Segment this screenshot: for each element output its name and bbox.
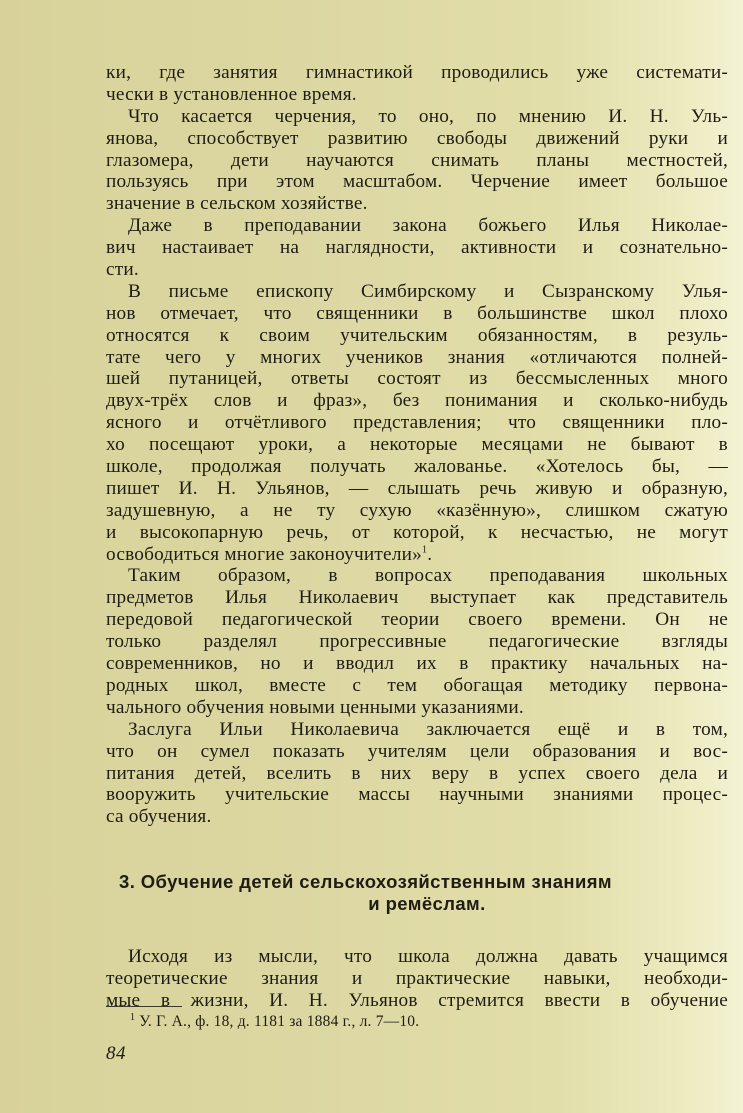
- text-line: теоретические знания и практические навыки, необходи-: [106, 968, 728, 990]
- text-line: питания детей, вселить в них веру в успех своего дела и: [106, 762, 728, 784]
- text-line: чески в установленное время.: [106, 83, 357, 105]
- text-line: и высокопарную речь, от которой, к несчастью, не могут: [106, 521, 728, 543]
- text-line: сти.: [106, 259, 139, 281]
- text-line: чального обучения новыми ценными указаниями.: [106, 696, 524, 718]
- text-line: двух-трёх слов и фраз», без понимания и сколько-нибудь: [106, 390, 728, 412]
- text-line: мые в жизни, И. Н. Ульянов стремится ввести в обучение: [106, 989, 728, 1011]
- paragraph-conclusion-teaching: [106, 565, 728, 718]
- period: .: [427, 543, 433, 565]
- text-line: В письме епископу Симбирскому и Сызранскому Улья-: [128, 280, 728, 302]
- text-line: передовой педагогической теории своего времени. Он не: [106, 609, 728, 631]
- text-line: значение в сельском хозяйстве.: [106, 193, 368, 215]
- text-line: относятся к своим учительским обязанностям, в резуль-: [106, 324, 728, 346]
- book-page-body: [106, 62, 728, 1012]
- text-line: вооружить учительские массы научными знаниями процес-: [106, 784, 728, 806]
- text-line: Таким образом, в вопросах преподавания школьных: [128, 565, 728, 587]
- footnote-divider: [106, 1006, 182, 1007]
- text-line: нов отмечает, что священники в большинстве школ плохо: [106, 302, 728, 324]
- footnote-text: У. Г. А., ф. 18, д. 1181 за 1884 г., л. 7—10.: [139, 1013, 420, 1030]
- text-line: Исходя из мысли, что школа должна давать учащимся: [128, 946, 728, 968]
- paragraph-drawing: [106, 106, 728, 215]
- text-line: школе, продолжая получать жалованье. «Хотелось бы, —: [106, 456, 728, 478]
- text-line: задушевную, а не ту сухую «казённую», слишком сжатую: [106, 499, 728, 521]
- text-line: пользуясь при этом масштабом. Черчение имеет большое: [106, 171, 728, 193]
- text-line: са обучения.: [106, 806, 212, 828]
- text-line: глазомера, дети научаются снимать планы местностей,: [106, 149, 728, 171]
- text-line: что он сумел показать учителям цели образования и вос-: [106, 740, 728, 762]
- section-heading-line-2: и ремёслам.: [368, 893, 486, 915]
- section-heading-line-1: 3. Обучение детей сельскохозяйственным знаниям: [119, 871, 613, 893]
- text-line: ки, где занятия гимнастикой проводились уже системати-: [106, 62, 728, 83]
- text-line: хо посещают уроки, а некоторые месяцами не бывают в: [106, 434, 728, 456]
- footnote-reference[interactable]: 1: [422, 544, 428, 556]
- text-line: ясного и отчётливого представления; что священники пло-: [106, 412, 728, 434]
- text-line: Заслуга Ильи Николаевича заключается ещё и в том,: [128, 718, 728, 740]
- section-heading: [106, 871, 728, 915]
- text-line: только разделял прогрессивные педагогические взгляды: [106, 631, 728, 653]
- text-line: янова, способствует развитию свободы движений руки и: [106, 127, 728, 149]
- text-line: Что касается черчения, то оно, по мнению И. Н. Уль-: [128, 105, 728, 127]
- text-line: освободиться многие законоучители»: [106, 543, 422, 565]
- paragraph-bishop-letter: [106, 281, 728, 566]
- paragraph-religion-teaching: [106, 215, 728, 281]
- text-line: тате чего у многих учеников знания «отличаются полней-: [106, 346, 728, 368]
- text-line: предметов Илья Николаевич выступает как представитель: [106, 587, 728, 609]
- main-text: [106, 62, 728, 828]
- text-line: родных школ, вместе с тем обогащая методику первона-: [106, 674, 728, 696]
- footnote: [130, 1013, 419, 1031]
- footnote-mark: 1: [130, 1011, 136, 1023]
- text-line: пишет И. Н. Ульянов, — слышать речь живую и образную,: [106, 477, 728, 499]
- paragraph-gymnastics-end: [106, 62, 728, 106]
- paragraph-merit: [106, 719, 728, 828]
- text-line: Даже в преподавании закона божьего Илья Николае-: [128, 215, 728, 237]
- text-line: современников, но и вводил их в практику начальных на-: [106, 653, 728, 675]
- text-line-with-footnote: [106, 544, 728, 566]
- page-number: 84: [106, 1043, 126, 1064]
- paragraph-agricultural-education: [106, 946, 728, 1012]
- text-line: вич настаивает на наглядности, активности и сознательно-: [106, 237, 728, 259]
- text-line: шей путаницей, ответы состоят из бессмысленных много: [106, 368, 728, 390]
